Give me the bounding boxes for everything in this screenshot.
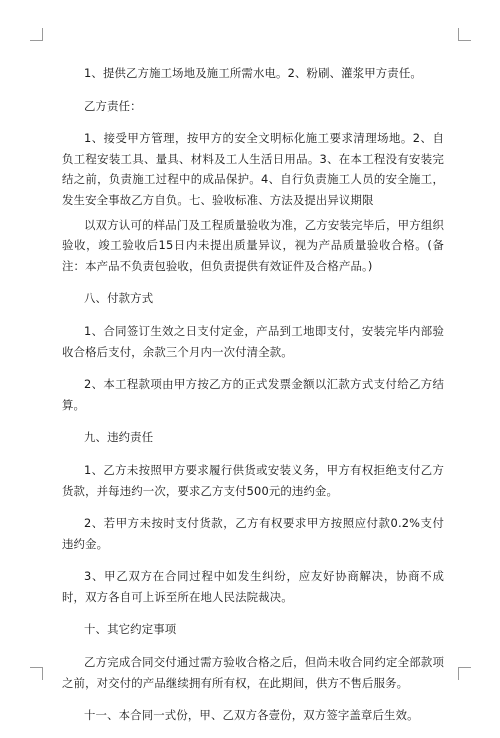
paragraph: 1、乙方未按照甲方要求履行供货或安装义务，甲方有权拒绝支付乙方货款，并每违约一次，要求乙方支付500元的违约金。: [62, 462, 444, 498]
paragraph: 1、提供乙方施工场地及施工所需水电。2、粉刷、灌浆甲方责任。: [84, 66, 422, 80]
section-heading: 乙方责任：: [84, 98, 142, 113]
crop-mark-top-left: [30, 28, 43, 41]
crop-mark-top-right: [458, 28, 471, 41]
paragraph: 十一、本合同一式份，甲、乙双方各壹份，双方签字盖章后生效。: [84, 708, 419, 723]
paragraph: 以双方认可的样品门及工程质量验收为准，乙方安装完毕后，甲方组织验收，竣工验收后15日内未提出质量异议，视为产品质量验收合格。(备注：本产品不负责包验收，但负责提供有效证件及合格产品。): [62, 217, 444, 273]
crop-mark-bottom-left: [30, 667, 43, 680]
paragraph: 乙方完成合同交付通过需方验收合格之后，但尚未收合同约定全部款项之前，对交付的产品继续拥有所有权，在此期间，供方不售后服务。: [62, 655, 444, 690]
paragraph: 1、接受甲方管理，按甲方的安全文明标化施工要求清理场地。2、自负工程安装工具、量具、材料及工人生活日用品。3、在本工程没有安装完结之前，负责施工过程中的成品保护。4、自行负责施工人员的安全施工，发生安全事故乙方自负。七、验收标准、方法及提出异议期限: [62, 131, 444, 207]
section-heading: 八、付款方式: [84, 291, 154, 306]
paragraph: 3、甲乙双方在合同过程中如发生纠纷，应友好协商解决，协商不成时，双方各自可上诉至所在地人民法院裁决。: [62, 569, 444, 604]
document-body: [62, 63, 444, 738]
paragraph: 1、合同签订生效之日支付定金，产品到工地即支付，安装完毕内部验收合格后支付，余款三个月内一次付清全款。: [62, 323, 444, 359]
crop-mark-bottom-right: [458, 667, 471, 680]
paragraph: 2、若甲方未按时支付货款，乙方有权要求甲方按照应付款0.2%支付违约金。: [62, 516, 444, 551]
section-heading: 九、违约责任: [84, 430, 154, 445]
section-heading: 十、其它约定事项: [84, 622, 177, 637]
paragraph: 2、本工程款项由甲方按乙方的正式发票金额以汇款方式支付给乙方结算。: [62, 377, 444, 412]
